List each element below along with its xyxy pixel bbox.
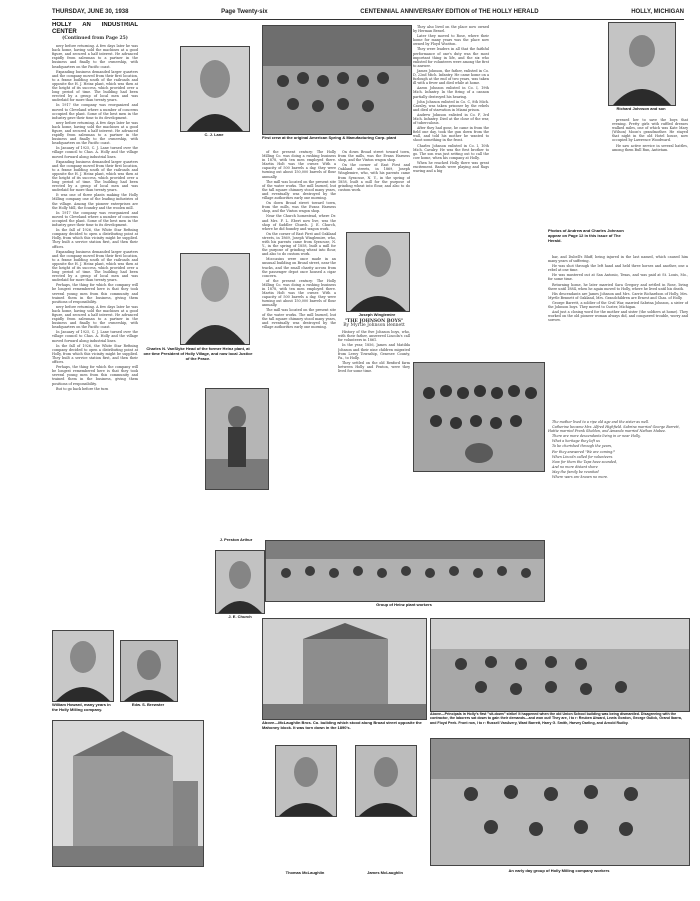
poem-line: For they answered "We are coming!" — [552, 449, 616, 454]
poem-line: There are more descendants living in or near Holly. — [552, 434, 641, 439]
paragraph: But to go back before the turn — [56, 386, 109, 391]
paragraph: Moccasins were once made in an unusual building on Broad street, near the tracks, and the small charity across from the passenger depot once housed a cigar concern. — [262, 257, 336, 278]
paragraph: When he reached Holly there was great excitement. Bands were playing and flags waving and a big — [413, 160, 489, 174]
caption-early-milling-group: An early day group of Holly Milling company workers — [508, 868, 610, 873]
paragraph: On down Broad street toward town, from the mills, was the Evans Harness shop, and the Vinton wagon shop. — [338, 150, 410, 163]
paragraph: Expanding business demanded larger quarters and the company moved from their first location, to a frame building south of the railroads and opposite the H. J. Heinz plant, which was then at the height of its success, which provided over a long period of time. The building had been erected by a group of local men and was underlaid for more than twenty years. — [52, 69, 138, 103]
photo-mclaughlin-building — [262, 618, 427, 720]
photo-first-crew — [262, 25, 412, 135]
caption-heinz-workers: Group of Heinz plant workers — [376, 602, 432, 607]
caption-mclaughlin-building: Above—McLaughlin Bros. Co. building which stood along Broad street opposite the Mahoney block. It was torn down in the 1890's. — [262, 720, 422, 730]
paragraph: Later they moved to Rose, where their home for many years was the place now owned by Floyd Wootton. — [413, 34, 489, 47]
article-continued: (Continued from Page 25) — [62, 36, 128, 41]
paragraph: pressed her to save the boys that evening. Pretty girls with ruffled dresses walked miles, one of which was Kate Mary (Wilson) Moon's grandmother. He stayed that night in the old Hotel house, now occupied by Lawrence Woodward. — [612, 118, 688, 143]
caption-first-crew: First crew at the original American Spring & Manufacturing Corp. plant — [262, 135, 397, 140]
article-title: HOLLY AN INDUSTRIAL CENTER — [52, 22, 138, 35]
paragraph: The mill was located on the present site of the water works. The mill burned, but the tall square chimney stood many years, and eventually was destroyed by the village authorities early one morning. — [262, 308, 336, 329]
photo-holly-mill — [52, 720, 204, 867]
paragraph: They also lived on the place now owned by Herman Bessel. — [413, 25, 489, 34]
paragraph: of the present century: The Holly Milling Co. was doing a rushing business in 1878, with ten men employed there. Martin Holt was the owner. With a capacity of 500 barrels a day, they were turning out about 150,000 barrels of flour annually. — [262, 150, 336, 179]
paragraph: James Johnson, the father, enlisted in Co. D, 22nd Mich. Infantry. He came home on a furlough at the end of two years, was taken ill with a fever and died while at home. — [413, 68, 489, 86]
paragraph: After they had gone, he came in from the field one day, took the gun down from the wall, and told his mother he wanted to shoot something in the front. — [413, 126, 489, 143]
paragraph: nery before returning. A few days later he was back home, having sold the machines at a good figure, and secured a half interest. He advanced rapidly from salesman to a partner in the business and finally to the ownership, with headquarters on the Pacific coast. — [52, 120, 138, 146]
paragraph: It was one of three plants making the Holly Milling company one of the leading industries of the village. Among the pioneer enterprises are the Holly Mill, the foundry and the woolen mill. — [52, 193, 138, 210]
portrait-church — [215, 550, 265, 614]
paragraph: On the corner of East First and Oakland streets, in 1869, Joseph Winglemire, who, with his parents came from Syracuse, N. Y., in the spring of 1858, built a mill for the purpose of grinding wheat into flour, and also to do custom work. — [338, 163, 410, 192]
paragraph: His descendants are James Johnson and Mrs. Carrie Richardson of Holly, Mrs. Myrtle Bennett of Oakland, Mrs. Grandchildren are Ernest and Chas. of Holly. — [548, 291, 688, 300]
paragraph: In the year, 1856, James and Matilda Johnson and their nine children migrated from Leroy Township, Genesee County, Pa., to Holly. — [338, 343, 410, 360]
poem-line: Where wars are known no more. — [552, 475, 609, 480]
photo-heinz-plant-group — [265, 540, 545, 602]
paragraph: bar, and Dubell's Bluff, being injured in the last named, which caused him many years of suffering. — [548, 255, 688, 264]
paragraph: He saw active service in several battles, among them Bull Run, Antietam. — [612, 143, 688, 152]
poem-line: The mother lived to a ripe old age and the sister as well. — [552, 420, 650, 424]
portrait-james-mclaughlin — [355, 745, 417, 817]
paragraph: Perhaps, the thing for which the company will be longest remembered here is that they took several young men from this community and trained them in the business, giving them positions of responsibility. — [52, 365, 138, 386]
note-johnson-photos: Photos of Andrew and Charles Johnson appear on Page 12 in this issue of The Herald. — [548, 228, 624, 243]
paragraph: Expanding business demanded larger quarters and the company moved from their first location, to a frame building south of the railroads and opposite the H. J. Heinz plant, which was then at the height of its success, which provided over a long period of time. The building had been erected by a group of local men and was underlaid for more than twenty years. — [52, 159, 138, 193]
paragraph: Aaron Johnson enlisted in Co. I, 19th Mich. Infantry. In the firing of a cannon partially destroyed his hearing. — [413, 86, 489, 99]
paragraph: On the corner of East First and Oakland streets, in 1869, Joseph Winglemire, who, with his parents came from Syracuse, N. Y., in the spring of 1858, built a mill for the purpose of grinding wheat into flour, and also to do custom work. — [262, 231, 336, 257]
caption-arthur: J. Preston Arthur — [219, 537, 253, 542]
poem-line: Now for them the Taps have sounded, — [552, 459, 618, 464]
paragraph: Perhaps, the thing for which the company will be longest remembered here is that they took several young men from this community and trained them in the business, giving them positions of responsibility. — [52, 283, 138, 304]
paragraph: In 1917 the company was reorganized and moved to Cleveland where a number of concerns occupied the plant. Some of the best men in the industry gave their time to its development. — [52, 103, 138, 120]
paragraph: And just a closing word for the mother and sister (the soldiers at home). They worked on the old pioneer woman always did, and conquered trouble, worry and sorrow. — [548, 310, 688, 323]
caption-vanslyke: Charles N. VanSlyke Head of the former Heinz plant, at one time President of Holly Village, and now local Justice of the Peace. — [143, 346, 253, 361]
paragraph: Expanding business demanded larger quarters and the company moved from their first location, to a frame building south of the railroads and opposite the H. J. Heinz plant, which was then at the height of its success, which provided over a long period of time. The building had been erected by a group of local men and was underlaid for more than twenty years. — [52, 249, 138, 283]
photo-union-school-strike — [430, 618, 690, 712]
caption-lane: C. J. Lane — [204, 132, 224, 137]
caption-howard: William Howard, many years in the Holly Milling company. — [52, 702, 111, 712]
paragraph: He was shot through the left hand and held three horses and another, one a rebel at one time. — [548, 264, 688, 273]
paragraph: In the fall of 1926, the White Star Refining company decided to open a distributing point at Holly, from which this vicinity might be supplied. They built a service station first, and then their offices. — [52, 343, 138, 365]
caption-thomas-mclaughlin: Thomas McLaughlin — [285, 870, 325, 875]
paragraph: Charles Johnson enlisted in Co. I, 10th Mich. Cavalry. He was the first brother to go. The son was just setting out to call the cow home, when his company at Holly. — [413, 143, 489, 160]
poem-closing — [548, 420, 688, 540]
portrait-vanslyke — [180, 253, 250, 345]
header-edition: CENTENNIAL ANNIVERSARY EDITION of THE HOLLY HERALD — [360, 9, 539, 15]
paragraph: nery before returning. A few days later he was back home, having sold the machines at a good figure, and secured a half interest. He advanced rapidly from salesman to a partner in the business and finally to the ownership, with headquarters on the Pacific coast. — [52, 44, 138, 69]
johnson-boys-byline: By Myrtle Johnson Bennett — [343, 323, 405, 329]
paragraph: They settled on the old Rexford farm between Holly and Fenton, were they lived for some time. — [338, 360, 410, 374]
photo-early-milling-group — [430, 738, 690, 866]
paragraph: Near the Church homestead, where Dr. and Mrs. F. L. Ebert now live, was the shop of Saddler Church. J. E. Church, where he did foundry and wagon work. — [262, 214, 336, 231]
portrait-lane — [180, 46, 250, 132]
poem-line: And no more distant shore — [552, 464, 598, 469]
paragraph: On down Broad street toward town, from the mills, was the Evans Harness shop, and the Vinton wagon shop. — [262, 201, 336, 214]
paragraph: In 1917 the company was reorganized and moved to Cleveland where a number of concerns occupied the plant. Some of the best men in the industry gave their time to its development. — [52, 210, 138, 228]
paragraph: He was mustered out at San Antonio, Texas, and was paid at St. Louis, Mo., for some time. — [548, 273, 688, 282]
caption-brewster: Edw. S. Brewster — [131, 702, 165, 707]
portrait-thomas-mclaughlin — [275, 745, 337, 817]
portrait-howard — [52, 630, 114, 702]
paragraph: Andrew Johnson enlisted in Co. F, 3rd Mich. Infantry. Died at the close of the war, of tuberculosis. — [413, 112, 489, 126]
caption-james-mclaughlin: James McLaughlin — [367, 870, 403, 875]
paragraph: History of the five Johnson boys, who, with their father, answered Lincoln's call for volunteers in 1861. — [338, 330, 410, 343]
poem-line: May the family be reunited — [552, 469, 599, 474]
portrait-brewster — [120, 640, 178, 702]
page-header — [52, 6, 684, 18]
header-rule — [52, 19, 684, 20]
article-johnson-continued — [413, 25, 489, 355]
paragraph: The mill was located on the present site of the water works. The mill burned, but the tall square chimney stood many years, and eventually was destroyed by the village authorities early one morning. — [262, 179, 336, 201]
johnson-boys-title: "THE JOHNSON BOYS" — [344, 319, 404, 324]
article-holly-milling — [262, 150, 336, 575]
portrait-richard-johnson — [608, 22, 676, 106]
portrait-arthur — [205, 388, 269, 490]
header-page: Page Twenty-six — [221, 9, 268, 15]
caption-church: J. E. Church — [228, 614, 252, 619]
paragraph: Returning home, he later married Sara Gregory and settled in Rose, living there until 1884, when he again moved to Holly, where he lived until his death. — [548, 282, 688, 291]
caption-winglemire: Joseph Winglemire — [358, 312, 396, 317]
caption-union-school-strike: Above—Principals in Holly's first "sit-down" strike! It happened when the old Union School building was being dismantled. Disagreeing with the contractor, the laborers sat down to gain their demands—and won out! They are, l to r: Reuben Alward, Lewis Gordon, George Gulick, Grand Ibarra, and Floyd Peek. Front row, l to r: Russell VanAvery, Ward Barrett, Harry G. Smith, Harvey Darling, and Arnold Rudby. — [430, 712, 682, 725]
article-industrial-center — [52, 22, 138, 597]
poem-line: To be cherished through the years, — [552, 444, 613, 449]
paragraph: In January of 1925, C. J. Lane turned over the village council to Chas. A. Holly and the village moved forward along industrial lines. — [52, 146, 138, 159]
paragraph: of the present century: The Holly Milling Co. was doing a rushing business in 1878, with ten men employed there. Martin Holt was the owner. With a capacity of 500 barrels a day, they were turning out about 150,000 barrels of flour annually. — [262, 278, 336, 308]
paragraph: In the fall of 1926, the White Star Refining company decided to open a distributing point at Holly, from which this vicinity might be supplied. They built a service station first, and then their offices. — [52, 228, 138, 249]
paragraph: They were leaders in all that the faithful performance of one's duty was the most important thing in life, and the six who enlisted for volunteers were among the first to answer. — [413, 47, 489, 68]
article-johnson-boys — [338, 280, 410, 580]
header-location: HOLLY, MICHIGAN — [631, 9, 684, 15]
paragraph: George Barrett, a soldier of the Civil War, married Sabrina Johnson, a sister of the Johnson boys. They moved to Custer, Michigan. — [548, 300, 688, 310]
paragraph: John Johnson enlisted in Co. C, 8th Mich. Cavalry, was taken prisoner by the rebels and died of starvation in Miami prison. — [413, 99, 489, 112]
poem-line: When Lincoln called for volunteers. — [552, 454, 614, 459]
poem-line: What a heritage they left us — [552, 439, 601, 444]
header-date: THURSDAY, JUNE 30, 1938 — [52, 9, 129, 15]
article-johnson-homecoming — [612, 118, 688, 226]
poem-line: Catherine became Mrs. Alfred Highfield. Sabrina married George Barrett, Hattie married Frank Sheldon, and Amanda married Nathan Mabee. — [548, 425, 680, 434]
caption-richard-johnson: Richard Johnson and son — [616, 106, 666, 111]
paragraph: nery before returning. A few days later he was back home, having sold the machines at a good figure, and secured a half interest. He advanced rapidly from salesman to a partner in the business and finally to the ownership, with headquarters on the Pacific coast. — [52, 304, 138, 330]
photo-heinz-workers — [413, 362, 545, 472]
paragraph: In January of 1925, C. J. Lane turned over the village council to Chas. A. Holly and the village moved forward along industrial lines. — [52, 330, 138, 343]
